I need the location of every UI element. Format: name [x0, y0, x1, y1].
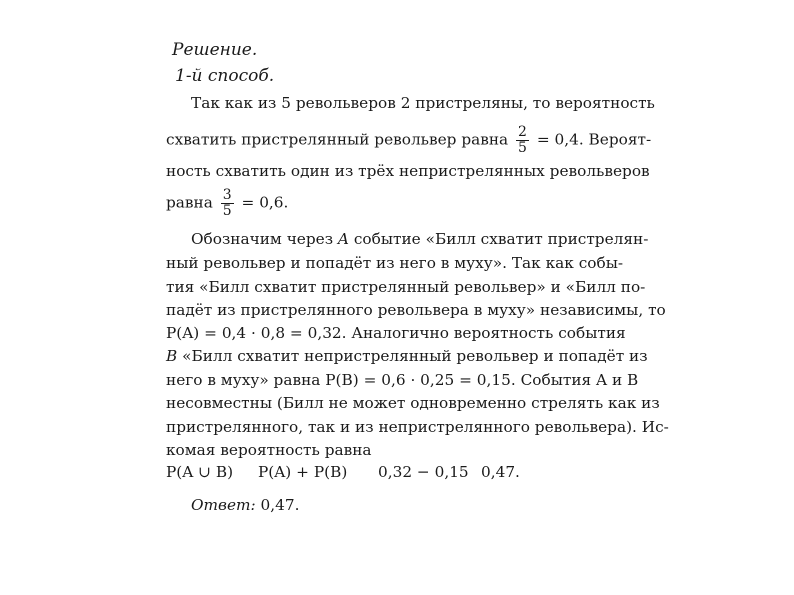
fraction-denominator: 5: [518, 140, 527, 156]
p2-line-6: [166, 346, 648, 366]
heading: Решение.: [172, 40, 258, 60]
p1-line-4-end: = 0,6.: [241, 193, 289, 212]
answer-label: Ответ:: [191, 496, 256, 514]
answer-value: 0,47.: [260, 496, 300, 514]
fraction-denominator: 5: [222, 203, 232, 219]
p2-line-9: пристрелянного, так и из непристрелянного револьвера). Ис-: [166, 418, 669, 436]
p2-line-1-end: событие «Билл схватит пристрелян-: [353, 230, 649, 248]
p2-line-2: ный револьвер и попадёт из него в муху». Так как собы-: [166, 254, 624, 272]
method-label: 1-й способ.: [175, 66, 275, 86]
answer: [191, 496, 299, 514]
formula-result: 0,47.: [481, 463, 520, 481]
formula-sum: P(A) + P(B): [258, 463, 348, 481]
p2-line-8: несовместны (Билл не может одновременно стрелять как из: [166, 394, 660, 412]
formula-line: [166, 462, 520, 482]
fraction-3-5: [221, 188, 234, 219]
formula-union: P(A ∪ B): [166, 463, 234, 481]
p2-line-6-text: «Билл схватит непристрелянный револьвер и попадёт из: [182, 347, 648, 365]
p1-line-2-text: схватить пристрелянный револьвер равна: [166, 130, 509, 149]
p2-line-10: комая вероятность равна: [166, 441, 372, 459]
p2-line-5: P(A) = 0,4 · 0,8 = 0,32. Аналогично вероятность события: [166, 324, 626, 342]
formula-values: 0,32 − 0,15: [378, 463, 469, 481]
p1-line-2: [166, 124, 652, 156]
p2-line-1: [191, 229, 649, 249]
fraction-numerator: 3: [222, 187, 232, 203]
p1-line-4: [166, 188, 622, 219]
var-b: B: [166, 347, 178, 365]
p2-line-1-text: Обозначим через: [191, 230, 334, 248]
var-a: A: [337, 230, 349, 248]
p1-line-3: ность схватить один из трёх непристрелянных револьверов: [166, 162, 650, 180]
p2-line-3: тия «Билл схватит пристрелянный револьвер» и «Билл по-: [166, 278, 646, 296]
p1-line-4-text: равна: [166, 193, 213, 212]
p1-line-2-end: = 0,4. Вероят-: [536, 130, 652, 149]
p1-line-1: Так как из 5 револьверов 2 пристреляны, то вероятность: [191, 94, 655, 112]
p2-line-7: него в муху» равна P(B) = 0,6 · 0,25 = 0,15. События A и B: [166, 371, 639, 389]
fraction-2-5: [516, 125, 529, 156]
p2-line-4: падёт из пристрелянного револьвера в муху» независимы, то: [166, 301, 666, 319]
fraction-numerator: 2: [518, 124, 527, 140]
